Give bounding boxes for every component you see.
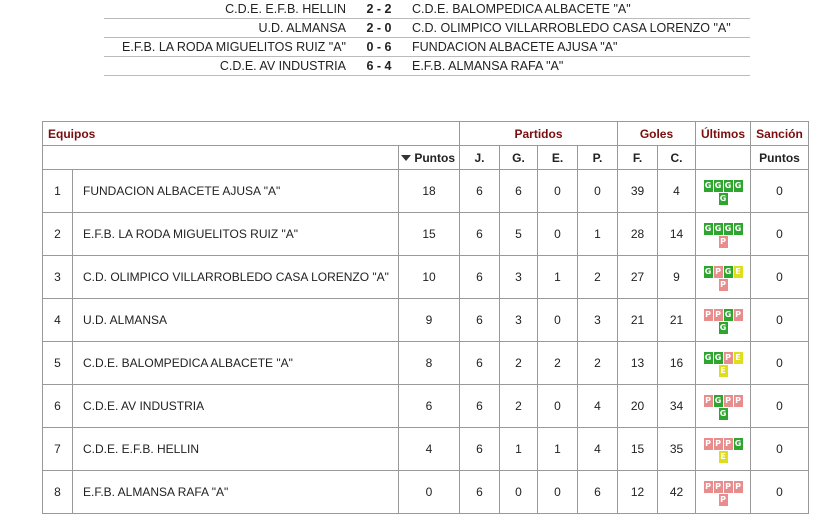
form-badge: P	[705, 396, 711, 405]
row-position: 8	[43, 471, 73, 514]
row-form	[696, 170, 751, 213]
row-drawn: 0	[538, 170, 578, 213]
row-lost: 4	[578, 385, 618, 428]
form-badges	[703, 481, 743, 506]
row-sanction: 0	[751, 256, 809, 299]
result-home-team: U.D. ALMANSA	[258, 21, 346, 35]
group-ultimos: Últimos	[696, 122, 751, 146]
row-points: 6	[399, 385, 460, 428]
form-badge: P	[705, 439, 711, 448]
row-goals-for: 20	[618, 385, 658, 428]
row-goals-for: 12	[618, 471, 658, 514]
row-goals-against: 34	[658, 385, 696, 428]
match-results	[104, 0, 750, 76]
form-badge: E	[720, 452, 726, 461]
col-puntos-label: Puntos	[414, 150, 455, 165]
row-points: 0	[399, 471, 460, 514]
form-badge: E	[735, 353, 741, 362]
row-lost: 2	[578, 342, 618, 385]
row-form	[696, 471, 751, 514]
col-puntos[interactable]	[399, 146, 460, 170]
table-row	[43, 342, 809, 385]
row-form	[696, 256, 751, 299]
form-badge: G	[704, 353, 712, 362]
form-badge: G	[719, 409, 727, 418]
row-lost: 2	[578, 256, 618, 299]
group-goles: Goles	[618, 122, 696, 146]
form-badge: G	[714, 353, 722, 362]
row-goals-against: 42	[658, 471, 696, 514]
row-goals-for: 39	[618, 170, 658, 213]
row-drawn: 1	[538, 256, 578, 299]
col-ganados[interactable]: G.	[500, 146, 538, 170]
row-sanction: 0	[751, 299, 809, 342]
form-badges	[703, 352, 743, 377]
result-score: 6 - 4	[366, 59, 392, 73]
col-perdidos[interactable]: P.	[578, 146, 618, 170]
form-badges	[703, 266, 743, 291]
row-position: 6	[43, 385, 73, 428]
row-form	[696, 299, 751, 342]
form-badge: P	[715, 482, 721, 491]
form-badge: G	[719, 323, 727, 332]
form-badge: P	[735, 396, 741, 405]
row-form	[696, 428, 751, 471]
form-badge: P	[720, 280, 726, 289]
standings-table	[42, 121, 809, 514]
row-team-name[interactable]: FUNDACION ALBACETE AJUSA "A"	[73, 170, 399, 213]
form-badge: G	[714, 181, 722, 190]
row-drawn: 0	[538, 385, 578, 428]
row-form	[696, 213, 751, 256]
table-row	[43, 385, 809, 428]
form-badge: P	[725, 396, 731, 405]
form-badge: G	[714, 396, 722, 405]
row-won: 5	[500, 213, 538, 256]
form-badge: G	[724, 267, 732, 276]
form-badges	[703, 395, 743, 420]
col-jugados[interactable]: J.	[460, 146, 500, 170]
row-played: 6	[460, 385, 500, 428]
form-badges	[703, 180, 743, 205]
form-badge: E	[720, 366, 726, 375]
table-row	[43, 428, 809, 471]
form-badge: G	[734, 181, 742, 190]
row-won: 3	[500, 299, 538, 342]
result-away-team: FUNDACION ALBACETE AJUSA "A"	[412, 40, 618, 54]
result-home-team: C.D.E. E.F.B. HELLIN	[225, 2, 346, 16]
result-row	[104, 38, 750, 57]
row-goals-for: 27	[618, 256, 658, 299]
group-partidos: Partidos	[460, 122, 618, 146]
row-played: 6	[460, 342, 500, 385]
row-form	[696, 342, 751, 385]
row-won: 3	[500, 256, 538, 299]
blank-header	[43, 146, 399, 170]
row-position: 7	[43, 428, 73, 471]
form-badge: P	[720, 237, 726, 246]
row-goals-against: 35	[658, 428, 696, 471]
row-won: 1	[500, 428, 538, 471]
form-badge: P	[705, 482, 711, 491]
result-row	[104, 0, 750, 19]
group-sancion: Sanción	[751, 122, 809, 146]
row-won: 2	[500, 342, 538, 385]
form-badge: G	[704, 267, 712, 276]
table-row	[43, 471, 809, 514]
row-sanction: 0	[751, 471, 809, 514]
row-sanction: 0	[751, 428, 809, 471]
form-badges	[703, 223, 743, 248]
row-team-name[interactable]: C.D.E. AV INDUSTRIA	[73, 385, 399, 428]
table-row	[43, 213, 809, 256]
result-away-team: C.D.E. BALOMPEDICA ALBACETE "A"	[412, 2, 631, 16]
form-badge: G	[719, 194, 727, 203]
form-badge: P	[725, 439, 731, 448]
row-played: 6	[460, 428, 500, 471]
row-position: 2	[43, 213, 73, 256]
row-lost: 1	[578, 213, 618, 256]
table-row	[43, 170, 809, 213]
form-badges	[703, 309, 743, 334]
row-position: 5	[43, 342, 73, 385]
row-points: 10	[399, 256, 460, 299]
form-badge: E	[735, 267, 741, 276]
form-badge: P	[725, 482, 731, 491]
form-badge: G	[724, 181, 732, 190]
row-goals-for: 28	[618, 213, 658, 256]
row-lost: 3	[578, 299, 618, 342]
row-goals-against: 16	[658, 342, 696, 385]
row-lost: 0	[578, 170, 618, 213]
row-played: 6	[460, 170, 500, 213]
result-score: 0 - 6	[366, 40, 392, 54]
row-team-name[interactable]: C.D. OLIMPICO VILLARROBLEDO CASA LORENZO "A"	[73, 256, 399, 299]
row-drawn: 0	[538, 471, 578, 514]
form-badge: G	[734, 224, 742, 233]
row-goals-against: 4	[658, 170, 696, 213]
row-drawn: 0	[538, 213, 578, 256]
col-favor[interactable]: F.	[618, 146, 658, 170]
row-drawn: 0	[538, 299, 578, 342]
row-won: 0	[500, 471, 538, 514]
row-team-name[interactable]: E.F.B. LA RODA MIGUELITOS RUIZ "A"	[73, 213, 399, 256]
row-team-name[interactable]: E.F.B. ALMANSA RAFA "A"	[73, 471, 399, 514]
row-won: 2	[500, 385, 538, 428]
form-badge: G	[704, 181, 712, 190]
row-position: 3	[43, 256, 73, 299]
col-sancion-puntos[interactable]: Puntos	[751, 146, 809, 170]
col-contra[interactable]: C.	[658, 146, 696, 170]
row-points: 18	[399, 170, 460, 213]
form-badges	[703, 438, 743, 463]
row-played: 6	[460, 256, 500, 299]
col-empatados[interactable]: E.	[538, 146, 578, 170]
row-drawn: 2	[538, 342, 578, 385]
result-away-team: C.D. OLIMPICO VILLARROBLEDO CASA LORENZO "A"	[412, 21, 731, 35]
row-position: 4	[43, 299, 73, 342]
table-row	[43, 256, 809, 299]
form-badge: P	[715, 267, 721, 276]
row-position: 1	[43, 170, 73, 213]
form-badge: G	[724, 310, 732, 319]
row-goals-for: 21	[618, 299, 658, 342]
form-badge: G	[724, 224, 732, 233]
row-points: 9	[399, 299, 460, 342]
row-points: 8	[399, 342, 460, 385]
result-away-team: E.F.B. ALMANSA RAFA "A"	[412, 59, 564, 73]
row-team-name[interactable]: C.D.E. BALOMPEDICA ALBACETE "A"	[73, 342, 399, 385]
form-badge: P	[720, 495, 726, 504]
form-badge: P	[735, 482, 741, 491]
form-badge: P	[715, 310, 721, 319]
row-lost: 4	[578, 428, 618, 471]
row-goals-against: 9	[658, 256, 696, 299]
form-badge: G	[704, 224, 712, 233]
row-team-name[interactable]: U.D. ALMANSA	[73, 299, 399, 342]
row-played: 6	[460, 299, 500, 342]
row-goals-against: 21	[658, 299, 696, 342]
row-points: 4	[399, 428, 460, 471]
form-badge: P	[705, 310, 711, 319]
row-goals-for: 13	[618, 342, 658, 385]
row-goals-against: 14	[658, 213, 696, 256]
row-form	[696, 385, 751, 428]
form-badge: P	[725, 353, 731, 362]
form-badge: G	[734, 439, 742, 448]
result-row	[104, 19, 750, 38]
result-score: 2 - 0	[366, 21, 392, 35]
row-team-name[interactable]: C.D.E. E.F.B. HELLIN	[73, 428, 399, 471]
row-sanction: 0	[751, 213, 809, 256]
form-badge: P	[715, 439, 721, 448]
row-sanction: 0	[751, 342, 809, 385]
row-goals-for: 15	[618, 428, 658, 471]
group-equipos: Equipos	[43, 122, 460, 146]
row-lost: 6	[578, 471, 618, 514]
form-badge: G	[714, 224, 722, 233]
col-ultimos	[696, 146, 751, 170]
row-points: 15	[399, 213, 460, 256]
table-row	[43, 299, 809, 342]
row-sanction: 0	[751, 385, 809, 428]
row-played: 6	[460, 213, 500, 256]
row-sanction: 0	[751, 170, 809, 213]
standings-table-wrapper	[42, 121, 809, 514]
result-score: 2 - 2	[366, 2, 392, 16]
result-home-team: C.D.E. AV INDUSTRIA	[219, 59, 346, 73]
result-home-team: E.F.B. LA RODA MIGUELITOS RUIZ "A"	[122, 40, 346, 54]
form-badge: P	[735, 310, 741, 319]
row-won: 6	[500, 170, 538, 213]
sort-desc-icon	[401, 155, 411, 161]
row-played: 6	[460, 471, 500, 514]
row-drawn: 1	[538, 428, 578, 471]
result-row	[104, 57, 750, 76]
